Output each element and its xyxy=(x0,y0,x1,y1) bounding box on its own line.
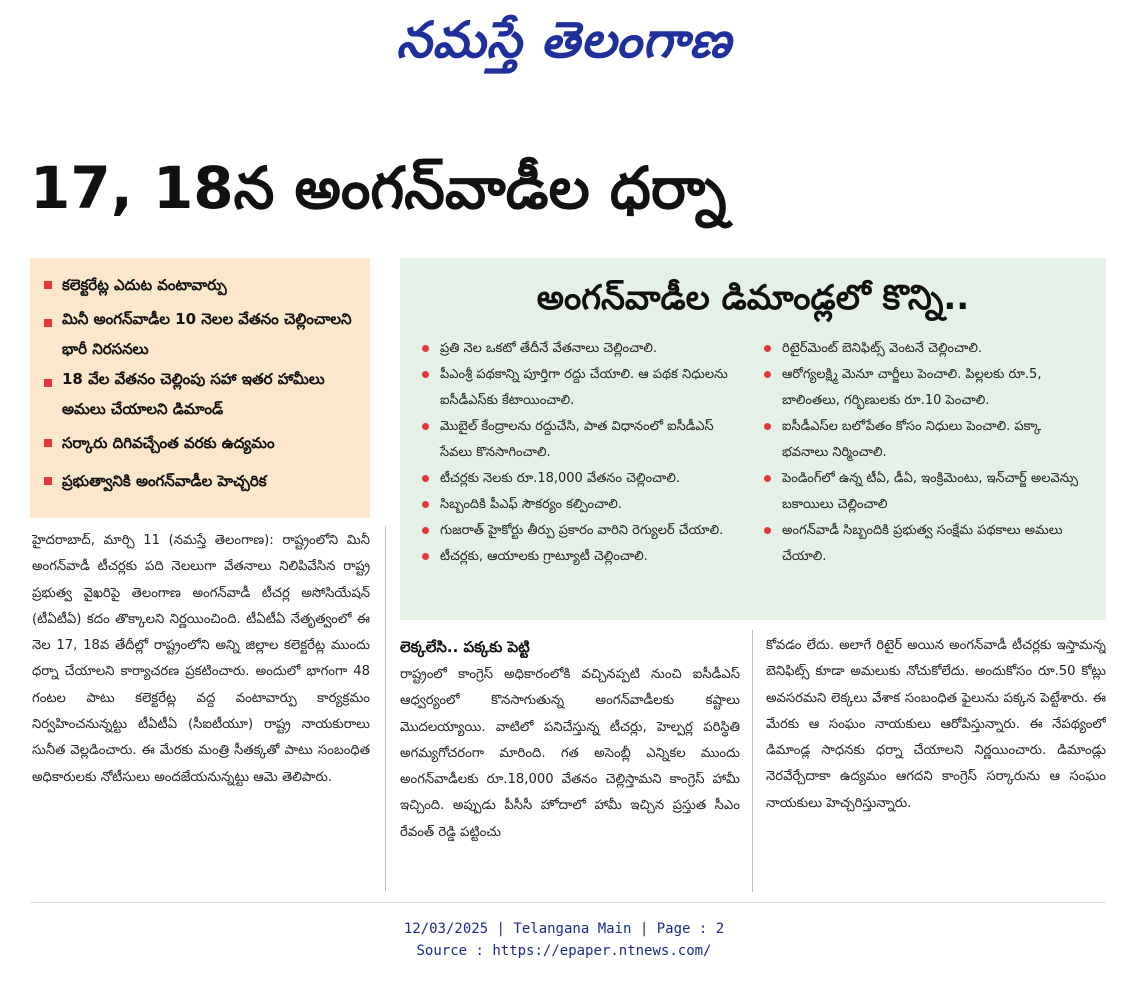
masthead-logo xyxy=(0,2,1128,84)
bullet-icon xyxy=(764,371,771,378)
highlight-item: ప్రభుత్వానికి అంగన్‌వాడీల హెచ్చరిక xyxy=(40,462,364,500)
demand-item: టీచర్లకు నెలకు రూ.18,000 వేతనం చెల్లించాలి. xyxy=(418,466,748,492)
highlights-list xyxy=(40,266,364,500)
demand-item: పీఎంశ్రీ పథకాన్ని పూర్తిగా రద్దు చేయాలి. ఆ పథక నిధులను ఐసీడీఎస్‌కు కేటాయించాలి. xyxy=(418,362,748,414)
demand-item: సిబ్బందికి పీఎఫ్ సౌకర్యం కల్పించాలి. xyxy=(418,492,748,518)
demands-right-column xyxy=(760,336,1090,570)
headline: 17, 18న అంగన్‌వాడీల ధర్నా xyxy=(30,154,727,222)
bullet-icon xyxy=(422,475,429,482)
bullet-icon xyxy=(422,423,429,430)
bullet-icon xyxy=(764,345,771,352)
bullet-icon xyxy=(44,281,52,289)
demand-item: గుజరాత్ హైకోర్టు తీర్పు ప్రకారం వారిని రెగ్యులర్ చేయాలి. xyxy=(418,518,748,544)
bullet-icon xyxy=(764,423,771,430)
demand-item: అంగన్‌వాడీ సిబ్బందికి ప్రభుత్వ సంక్షేమ పథకాలు అమలు చేయాలి. xyxy=(760,518,1090,570)
article-column-2 xyxy=(400,662,740,894)
highlight-item: సర్కారు దిగివచ్చేంత వరకు ఉద్యమం xyxy=(40,424,364,462)
highlight-item: 18 వేల వేతనం చెల్లింపు సహా ఇతర హామీలు అమలు చేయాలని డిమాండ్ xyxy=(40,364,364,424)
footer-edition-info: 12/03/2025 | Telangana Main | Page : 2 xyxy=(403,921,725,937)
demands-title: అంగన్‌వాడీల డిమాండ్లలో కొన్ని.. xyxy=(536,278,970,318)
article-subheading: లెక్కలేసి.. పక్కకు పెట్టి xyxy=(400,638,530,656)
footer-divider xyxy=(30,902,1106,903)
bullet-icon xyxy=(422,345,429,352)
bullet-icon xyxy=(422,553,429,560)
article-column-3: కోవడం లేదు. అలాగే రిటైర్ అయిన అంగన్‌వాడీ టీచర్లకు ఇస్తామన్న బెనిఫిట్స్ కూడా అమలుకు నోచుకోలేదు. అందుకోసం రూ.50 కోట్లు అవసరమని లెక్కలు వేశాక సంబంధిత ఫైలును పక్కన పెట్టేశారు. ఈ మేరకు ఆ సంఘం నాయకులు ఆరోపిస్తున్నారు. ఈ నేపథ్యంలో డిమాండ్ల సాధనకు ధర్నా చేయాలని నిర్ణయించారు. డిమాండ్లు నెరవేర్చేదాకా ఉద్యమం ఆగదని కాంగ్రెస్ సర్కారును ఆ సంఘం నాయకులు హెచ్చరిస్తున్నారు. xyxy=(766,638,1106,811)
bullet-icon xyxy=(44,379,52,387)
demand-item: పెండింగ్‌లో ఉన్న టీఏ, డీఏ, ఇంక్రిమెంటు, ఇన్‌చార్జ్ అలవెన్సు బకాయిలు చెల్లించాలి xyxy=(760,466,1090,518)
column-divider xyxy=(385,526,386,891)
demand-item: ఆరోగ్యలక్ష్మి మెనూ చార్జీలు పెంచాలి. పిల్లలకు రూ.5, బాలింతలు, గర్భిణులకు రూ.10 పెంచాలి. xyxy=(760,362,1090,414)
bullet-icon xyxy=(422,501,429,508)
column-divider xyxy=(752,630,753,892)
bullet-icon xyxy=(44,439,52,447)
footer xyxy=(0,918,1128,962)
bullet-icon xyxy=(422,371,429,378)
bullet-icon xyxy=(764,475,771,482)
footer-source-link[interactable]: Source : https://epaper.ntnews.com/ xyxy=(416,943,712,959)
bullet-icon xyxy=(764,527,771,534)
demand-item: రిటైర్‌మెంట్ బెనిఫిట్స్ వెంటనే చెల్లించాలి. xyxy=(760,336,1090,362)
demand-item: ప్రతి నెల ఒకటో తేదీనే వేతనాలు చెల్లించాలి. xyxy=(418,336,748,362)
demand-item: టీచర్లకు, ఆయాలకు గ్రాట్యూటీ చెల్లించాలి. xyxy=(418,544,748,570)
masthead-title: నమస్తే తెలంగాణ xyxy=(396,10,732,69)
demands-box xyxy=(400,258,1106,620)
bullet-icon xyxy=(44,477,52,485)
highlights-box xyxy=(30,258,370,518)
article-column-2-text: రాష్ట్రంలో కాంగ్రెస్ అధికారంలోకి వచ్చినప్పటి నుంచి ఐసీడీఎస్ ఆధ్వర్యంలో కొనసాగుతున్న అంగన్‌వాడీలకు కష్టాలు మొదలయ్యాయి. వాటిలో పనిచేస్తున్న టీచర్లు, హెల్పర్ల పరిస్థితి అగమ్యగోచరంగా మారింది. గత అసెంబ్లీ ఎన్నికల ముందు అంగన్‌వాడీలకు రూ.18,000 వేతనం చెల్లిస్తామని కాంగ్రెస్ హామీ ఇచ్చింది. అప్పుడు పీసీసీ హోదాలో హామీ ఇచ్చిన ప్రస్తుత సీఎం రేవంత్ రెడ్డి పట్టించు xyxy=(400,667,740,840)
bullet-icon xyxy=(422,527,429,534)
demand-item: ఐసీడీఎస్‌ల బలోపేతం కోసం నిధులు పెంచాలి. పక్కా భవనాలు నిర్మించాలి. xyxy=(760,414,1090,466)
article-column-1: హైదరాబాద్, మార్చి 11 (నమస్తే తెలంగాణ): రాష్ట్రంలోని మినీ అంగన్‌వాడీ టీచర్లకు పది నెలలుగా వేతనాలు నిలిపివేసిన రాష్ట్ర ప్రభుత్వ వైఖరిపై తెలంగాణ అంగన్‌వాడీ టీచర్ల అసోసియేషన్ (టీఏటీఏ) కదం తొక్కాలని నిర్ణయించింది. టీఏటీఏ నేతృత్వంలో ఈ నెల 17, 18వ తేదీల్లో రాష్ట్రంలోని అన్ని జిల్లాల కలెక్టరేట్ల ముందు ధర్నా చేయాలని కార్యాచరణ ప్రకటించారు. అందులో భాగంగా 48 గంటల పాటు కలెక్టరేట్ల వద్ద వంటావార్పు కార్యక్రమం నిర్వహించనున్నట్టు టీఏటీఏ (సీఐటీయూ) రాష్ట్ర నాయకురాలు సునీత వెల్లడించారు. ఈ మేరకు మంత్రి సీతక్కతో పాటు సంబంధిత అధికారులకు నోటీసులు అందజేయనున్నట్టు ఆమె తెలిపారు. xyxy=(32,533,370,785)
bullet-icon xyxy=(44,319,52,327)
demands-left-column xyxy=(418,336,748,570)
highlight-item: మినీ అంగన్‌వాడీల 10 నెలల వేతనం చెల్లించాలని భారీ నిరసనలు xyxy=(40,304,364,364)
demand-item: మొబైల్ కేంద్రాలను రద్దుచేసి, పాత విధానంలో ఐసీడీఎస్ సేవలు కొనసాగించాలి. xyxy=(418,414,748,466)
highlight-item: కలెక్టరేట్ల ఎదుట వంటావార్పు xyxy=(40,266,364,304)
